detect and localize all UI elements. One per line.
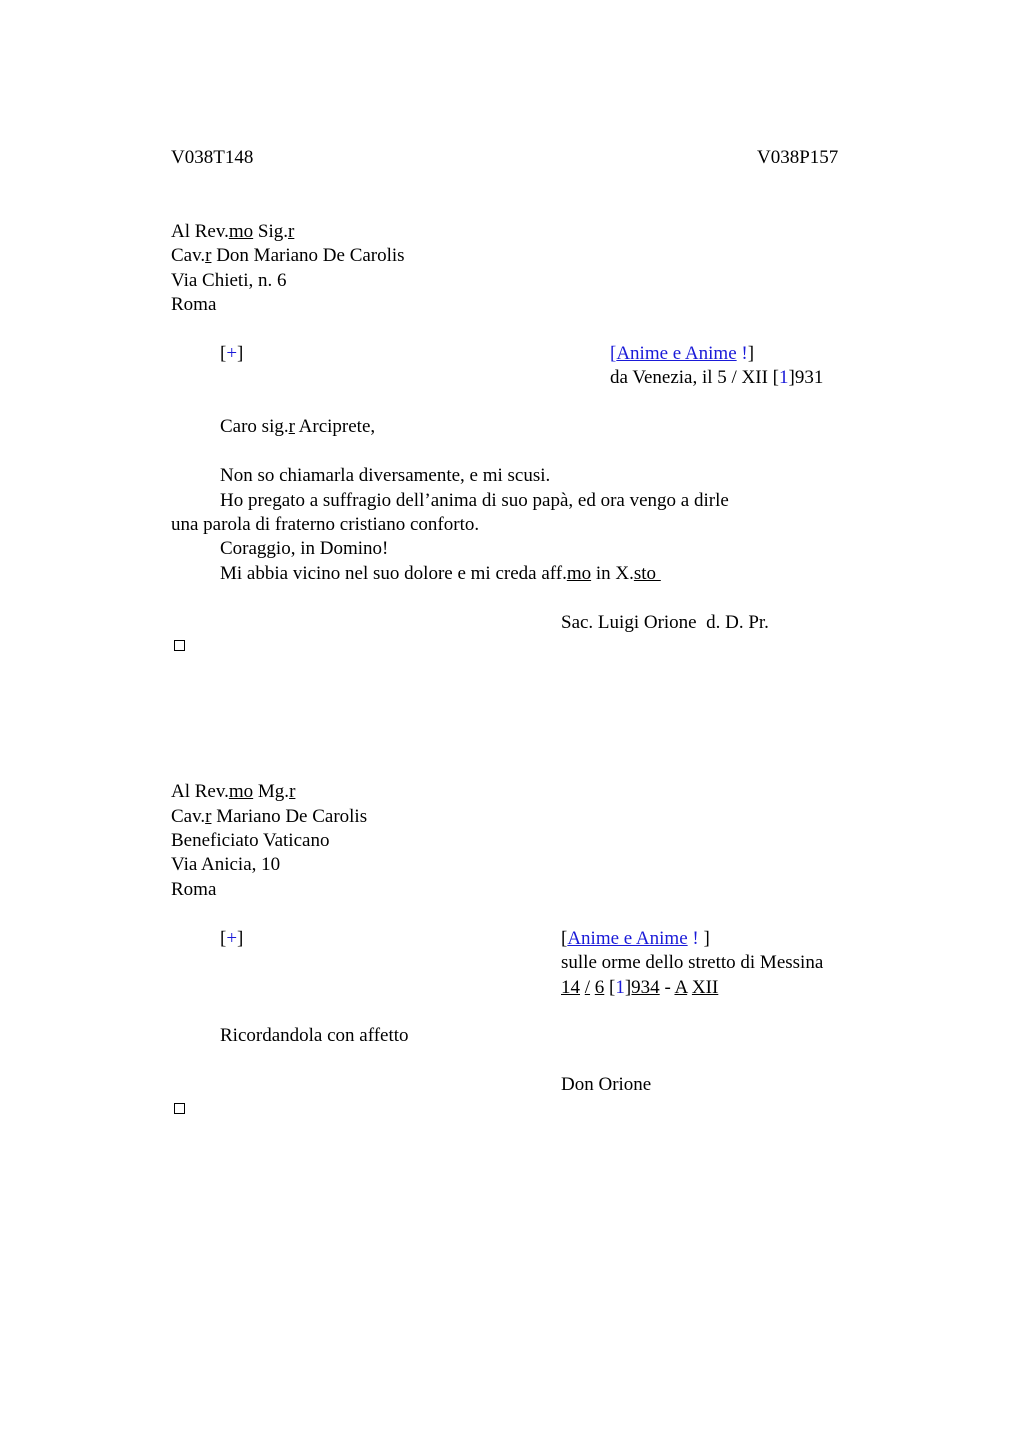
place-line: sulle orme dello stretto di Messina: [561, 952, 824, 973]
body-paragraph-2b: una parola di fraterno cristiano conforto.: [171, 514, 480, 535]
address-line-2: Cav.r Don Mariano De Carolis: [171, 245, 405, 266]
signature: Don Orione: [561, 1074, 652, 1095]
body-paragraph-1: Non so chiamarla diversamente, e mi scusi.: [220, 465, 551, 486]
body-paragraph-2a: Ho pregato a suffragio dell’anima di suo papà, ed ora vengo a dirle: [220, 490, 729, 511]
motto: [Anime e Anime !]: [610, 343, 755, 364]
motto-link[interactable]: Anime e Anime: [616, 343, 737, 364]
motto: [Anime e Anime ! ]: [561, 928, 710, 949]
address-line-4: Via Anicia, 10: [171, 854, 281, 875]
address-line-1: Al Rev.mo Mg.r: [171, 781, 296, 802]
signature: Sac. Luigi Orione d. D. Pr.: [561, 612, 769, 633]
end-box-icon: [174, 1103, 185, 1114]
dateline: 14 / 6 [1]934 - A XII: [561, 977, 719, 998]
cross-mark: [+]: [220, 928, 244, 949]
motto-link[interactable]: Anime e Anime: [567, 928, 688, 949]
address-line-3: Via Chieti, n. 6: [171, 270, 287, 291]
document-code-right: V038P157: [757, 147, 839, 168]
address-line-2: Cav.r Mariano De Carolis: [171, 806, 368, 827]
body-paragraph-3: Coraggio, in Domino!: [220, 538, 389, 559]
address-line-4: Roma: [171, 294, 217, 315]
address-line-5: Roma: [171, 879, 217, 900]
end-box-icon: [174, 640, 185, 651]
cross-mark: [+]: [220, 343, 244, 364]
salutation: Caro sig.r Arciprete,: [220, 416, 376, 437]
body-paragraph-4: Mi abbia vicino nel suo dolore e mi creda aff.mo in X.sto: [220, 563, 661, 584]
body-paragraph: Ricordandola con affetto: [220, 1025, 409, 1046]
address-line-3: Beneficiato Vaticano: [171, 830, 330, 851]
dateline: da Venezia, il 5 / XII [1]931: [610, 367, 824, 388]
address-line-1: Al Rev.mo Sig.r: [171, 221, 295, 242]
document-code-left: V038T148: [171, 147, 254, 168]
